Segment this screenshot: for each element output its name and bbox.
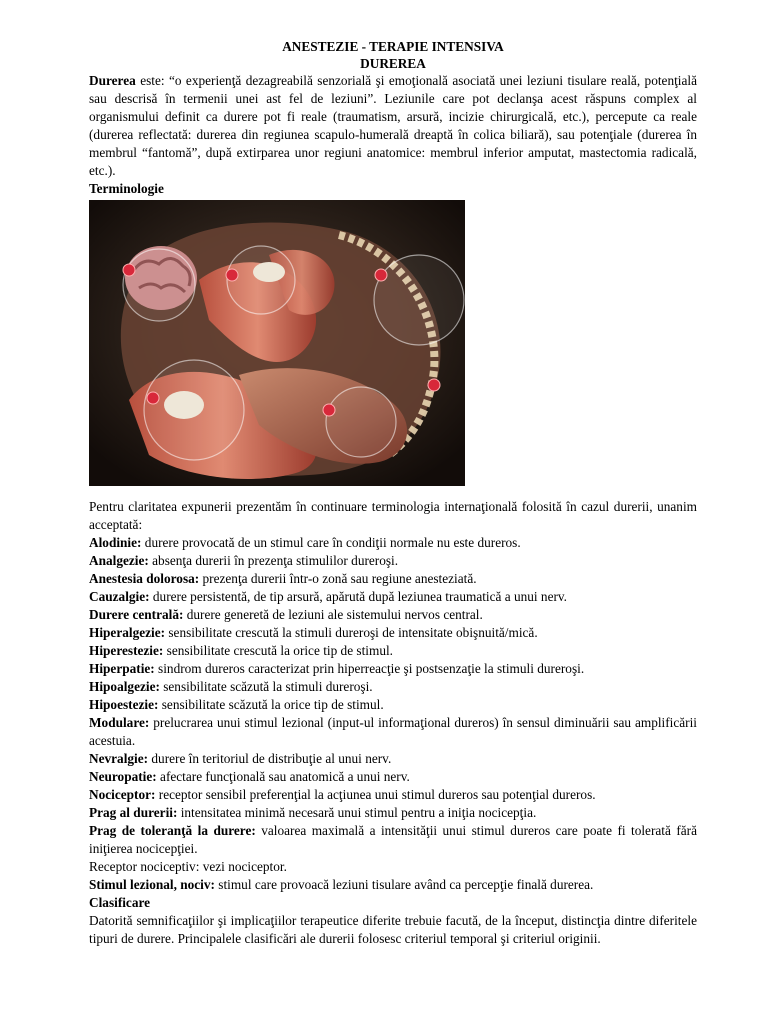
term-definition: receptor sensibil preferenţial la acţiunea unui stimul dureros sau potenţial dureros.: [155, 787, 596, 802]
term-definition: prelucrarea unui stimul lezional (input-ul informaţional dureros) în sensul diminuării sau amplificării acestuia.: [89, 715, 697, 748]
term-label: Alodinie:: [89, 535, 142, 550]
document-subtitle: DUREREA: [360, 56, 426, 71]
term-label: Modulare:: [89, 715, 150, 730]
pain-anatomy-drawing: [89, 200, 465, 486]
term-definition: Receptor nociceptiv: vezi nociceptor.: [89, 859, 287, 874]
term-definition: durere persistentă, de tip arsură, apărută după leziunea traumatică a unui nerv.: [149, 589, 568, 604]
list-item: [89, 642, 697, 660]
term-label: Durere centrală:: [89, 607, 184, 622]
term-label: Hiperalgezie:: [89, 625, 166, 640]
list-item: [89, 768, 697, 786]
list-item: [89, 588, 697, 606]
term-definition: durere în teritoriul de distribuţie al unui nerv.: [148, 751, 392, 766]
term-definition: sindrom dureros caracterizat prin hiperreacţie şi postsenzaţie la stimuli dureroşi.: [154, 661, 585, 676]
term-definition: sensibilitate scăzută la stimuli dureroşi.: [159, 679, 373, 694]
list-item: [89, 714, 697, 750]
term-definition: sensibilitate crescută la stimuli dureroşi de intensitate obişnuită/mică.: [165, 625, 538, 640]
list-item: [89, 552, 697, 570]
term-label: Cauzalgie:: [89, 589, 150, 604]
intro-paragraph: [89, 72, 697, 180]
term-definition: absenţa durerii în prezenţa stimulilor dureroşi.: [148, 553, 399, 568]
term-definition: durere provocată de un stimul care în condiţii normale nu este dureros.: [141, 535, 521, 550]
terminology-list: [89, 534, 697, 894]
terminology-intro: Pentru claritatea expunerii prezentăm în continuare terminologia internaţională folosită în cazul durerii, unanim acceptată:: [89, 499, 697, 532]
list-item: [89, 660, 697, 678]
list-item: [89, 606, 697, 624]
term-definition: stimul care provoacă leziuni tisulare având ca percepţie finală durerea.: [214, 877, 594, 892]
term-label: Nociceptor:: [89, 787, 156, 802]
term-label: Hipoalgezie:: [89, 679, 160, 694]
list-item: [89, 534, 697, 552]
term-definition: prezenţa durerii într-o zonă sau regiune anesteziată.: [199, 571, 477, 586]
term-definition: valoarea maximală a intensităţii unui stimul dureros care poate fi tolerată fără iniţierea nocicepţiei.: [89, 823, 697, 856]
list-item: [89, 804, 697, 822]
term-definition: durere generetă de leziuni ale sistemului nervos central.: [183, 607, 483, 622]
term-label: Hipoestezie:: [89, 697, 159, 712]
term-label: Anestesia dolorosa:: [89, 571, 200, 586]
term-label: Prag de toleranţă la durere:: [89, 823, 256, 838]
list-item: [89, 786, 697, 804]
list-item: [89, 858, 697, 876]
list-item: [89, 570, 697, 588]
list-item: [89, 822, 697, 858]
term-label: Hiperpatie:: [89, 661, 155, 676]
document-page: [89, 38, 697, 948]
intro-text: este: “o experienţă dezagreabilă senzorială şi emoţională asociată unei leziuni tisulare reală, potenţială sau descrisă în termenii unei ast fel de leziuni”. Leziunile care pot declanşa acest răspuns complex al organismului definit ca durere pot fi reale (traumatism, arsură, incizie chirurgicală, etc.), percepute ca reale (durerea reflectată: durerea din regiunea scapulo-humerală dreaptă în colica biliară), sau potenţiale (durerea în membrul “fantomă”, după extirparea unor regiuni anatomice: membrul inferior amputat, mastectomia radicală, etc.).: [89, 73, 697, 178]
term-definition: sensibilitate crescută la orice tip de stimul.: [163, 643, 393, 658]
list-item: [89, 624, 697, 642]
list-item: [89, 696, 697, 714]
term-label: Nevralgie:: [89, 751, 149, 766]
document-title: ANESTEZIE - TERAPIE INTENSIVA: [282, 39, 504, 54]
intro-term: Durerea: [89, 73, 136, 88]
term-definition: afectare funcţională sau anatomică a unui nerv.: [156, 769, 410, 784]
term-label: Neuropatie:: [89, 769, 157, 784]
term-label: Stimul lezional, nociv:: [89, 877, 215, 892]
term-definition: intensitatea minimă necesară unui stimul pentru a iniţia nocicepţia.: [177, 805, 537, 820]
clasificare-paragraph: Datorită semnificaţiilor şi implicaţiilor terapeutice diferite trebuie facută, de la început, distincţia dintre diferitele tipuri de durere. Principalele clasificări ale durerii folosesc criteriul temporal şi criteriul originii.: [89, 913, 697, 946]
term-label: Hiperestezie:: [89, 643, 164, 658]
list-item: [89, 678, 697, 696]
term-label: Analgezie:: [89, 553, 149, 568]
section-heading-clasificare: Clasificare: [89, 895, 151, 910]
pain-anatomy-illustration: [89, 200, 465, 486]
term-label: Prag al durerii:: [89, 805, 178, 820]
section-heading-terminologie: Terminologie: [89, 181, 164, 196]
list-item: [89, 750, 697, 768]
list-item: [89, 876, 697, 894]
term-definition: sensibilitate scăzută la orice tip de stimul.: [158, 697, 384, 712]
